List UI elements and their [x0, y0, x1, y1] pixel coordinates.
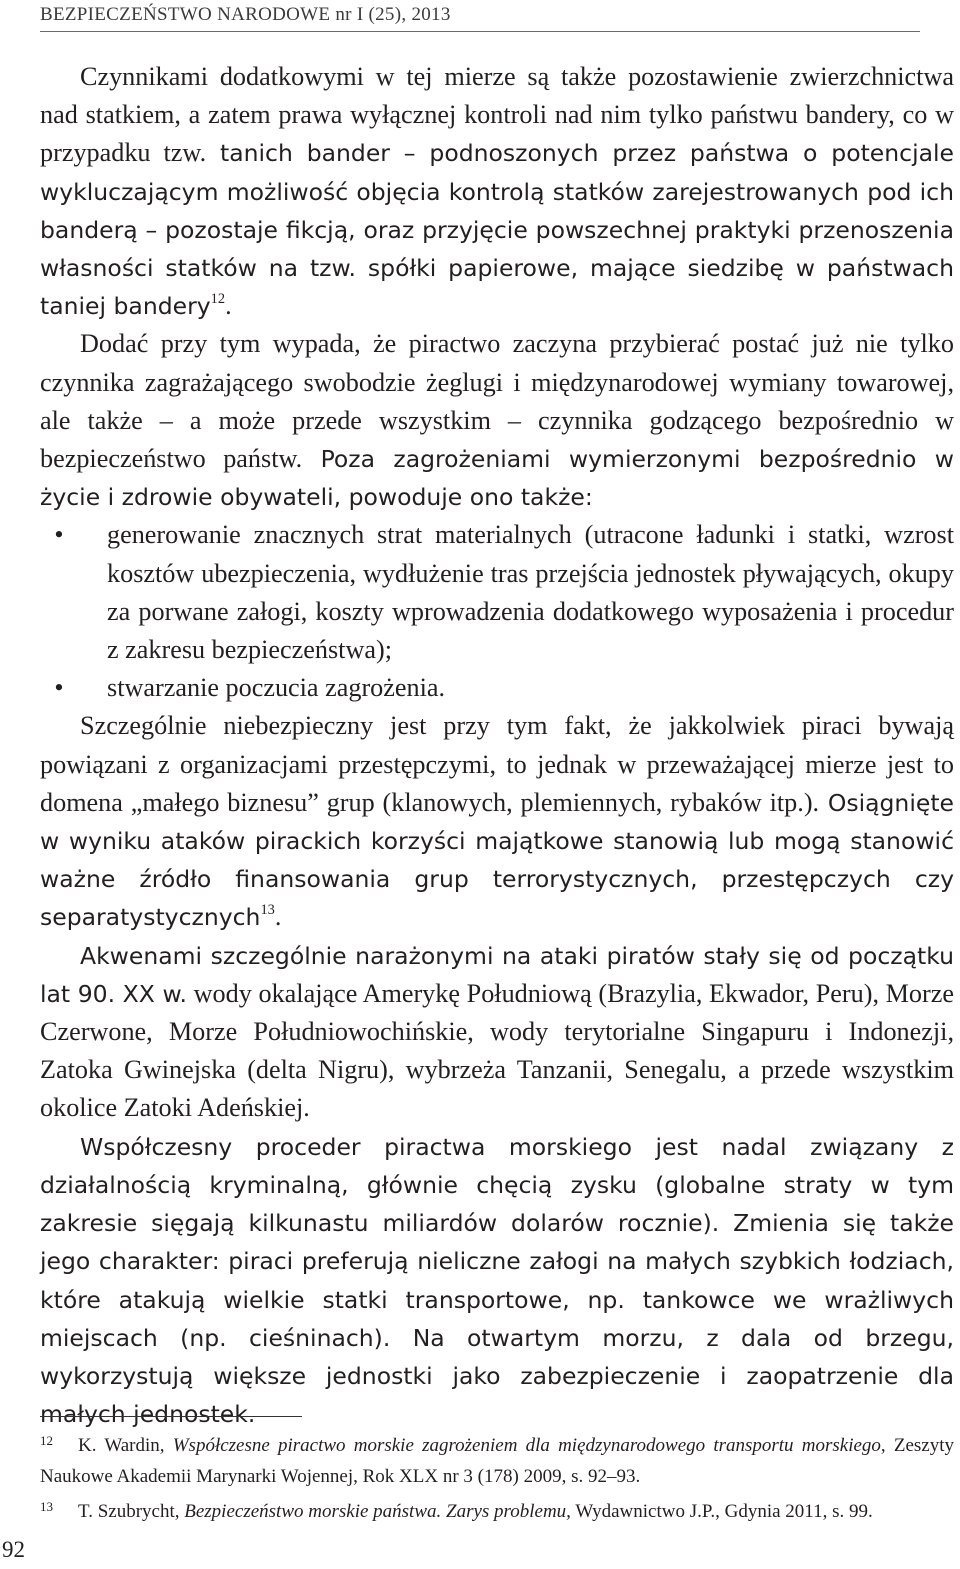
bullet-icon: • [54, 520, 64, 550]
footnote-12 [40, 1426, 954, 1492]
footnote-number: 13 [40, 1499, 53, 1514]
main-text [40, 58, 954, 1433]
footnote-title: Bezpieczeństwo morskie państwa. Zarys problemu, [184, 1501, 571, 1522]
footnote-author: T. Szubrycht, [78, 1501, 185, 1522]
paragraph-1 [40, 58, 954, 325]
paragraph-1-end: . [225, 291, 232, 321]
paragraph-3-part-1: Szczególnie niebezpieczny jest przy tym fakt, że jakkolwiek piraci bywają powiązani z organizacjami przestępczymi, to jednak w przeważającej mierze jest to domena „małego biznesu” grup (klanowych, plemiennych, rybaków itp.). [40, 711, 954, 817]
footnote-number: 12 [40, 1433, 53, 1448]
bullet-icon: • [54, 673, 64, 703]
footnote-divider [40, 1416, 302, 1417]
paragraph-2-part-2: Poza zagrożeniami wymierzonymi bezpośrednio w życie i zdrowie obywateli, powoduje ono także: [40, 445, 954, 512]
paragraph-5: Współczesny proceder piractwa morskiego jest nadal związany z działalnością kryminalną, głównie chęcią zysku (globalne straty w tym zakresie sięgają kilkunastu miliardów dolarów rocznie). Zmienia się także jego charakter: piraci preferują nieliczne załogi na małych szybkich łodziach, które atakują wielkie statki transportowe, np. tankowce we wrażliwych miejscach (np. cieśninach). Na otwartym morzu, z dala od brzegu, wykorzystują większe jednostki jako zabezpieczenie i zaopatrzenie dla małych jednostek. [40, 1132, 954, 1429]
footnote-title: Współczesne piractwo morskie zagrożeniem dla międzynarodowego transportu morskiego [172, 1435, 881, 1456]
page-number: 92 [2, 1537, 25, 1562]
footnote-ref-12[interactable]: 12 [210, 291, 226, 308]
footnote-rest: , Zeszyty Naukowe Akademii Marynarki Wojennej, Rok XLX nr 3 (178) 2009, s. 92–93. [40, 1435, 954, 1487]
list-item-text: generowanie znacznych strat materialnych (utracone ładunki i statki, wzrost kosztów ubezpieczenia, wydłużenie tras przejścia jednostek pływających, okupy za porwane załogi, koszty wprowadzenia dodatkowego wyposażenia i procedur z zakresu bezpieczeństwa); [107, 520, 954, 665]
paragraph-1-part-1: Czynnikami dodatkowymi w tej mierze są także pozostawienie zwierzchnictwa nad statkiem, a zatem prawa wyłącznej kontroli nad nim tylko państwu bandery, co w przypadku tzw. [40, 62, 954, 168]
list-item [54, 669, 954, 707]
bullet-list [40, 516, 954, 707]
list-item [54, 516, 954, 669]
footnote-13 [40, 1492, 954, 1528]
paragraph-3-end: . [274, 902, 282, 932]
paragraph-4-part-1: Akwenami szczególnie narażonymi na ataki piratów stały się od początku lat 90. XX w. [40, 941, 954, 1008]
paragraph-4-part-2: wody okalające Amerykę Południową (Brazylia, Ekwador, Peru), Morze Czerwone, Morze Południowochińskie, wody terytorialne Singapuru i Indonezji, Zatoka Gwinejska (delta Nigru), wybrzeża Tanzanii, Senegalu, a przede wszystkim okolice Zatoki Adeńskiej. [40, 978, 954, 1123]
list-item-text: stwarzanie poczucia zagrożenia. [107, 673, 446, 703]
paragraph-4 [40, 937, 954, 1128]
footnote-ref-13[interactable]: 13 [260, 902, 275, 919]
running-header: BEZPIECZEŃSTWO NARODOWE nr I (25), 2013 [40, 4, 920, 32]
footnotes [40, 1426, 954, 1528]
paragraph-3 [40, 707, 954, 936]
paragraph-3-part-2: Osiągnięte w wyniku ataków pirackich korzyści majątkowe stanowią lub mogą stanowić ważne źródło finansowania grup terrorystycznych, przestępczych czy separatystycznych [40, 788, 954, 932]
footnote-rest: Wydawnictwo J.P., Gdynia 2011, s. 99. [570, 1501, 873, 1522]
paragraph-1-part-2: tanich bander – podnoszonych przez państwa o potencjale wykluczającym możliwość objęcia kontrolą statków zarejestrowanych pod ich banderą – pozostaje fikcją, oraz przyjęcie powszechnej praktyki przenoszenia własności statków na tzw. spółki papierowe, mające siedzibę w państwach taniej bandery [40, 139, 954, 321]
footnote-author: K. Wardin, [78, 1435, 173, 1456]
paragraph-2 [40, 325, 954, 516]
paragraph-2-part-1: Dodać przy tym wypada, że piractwo zaczyna przybierać postać już nie tylko czynnika zagrażającego swobodzie żeglugi i międzynarodowej wymiany towarowej, ale także – a może przede wszystkim – czynnika godzącego bezpośrednio w bezpieczeństwo państw. [40, 329, 954, 474]
